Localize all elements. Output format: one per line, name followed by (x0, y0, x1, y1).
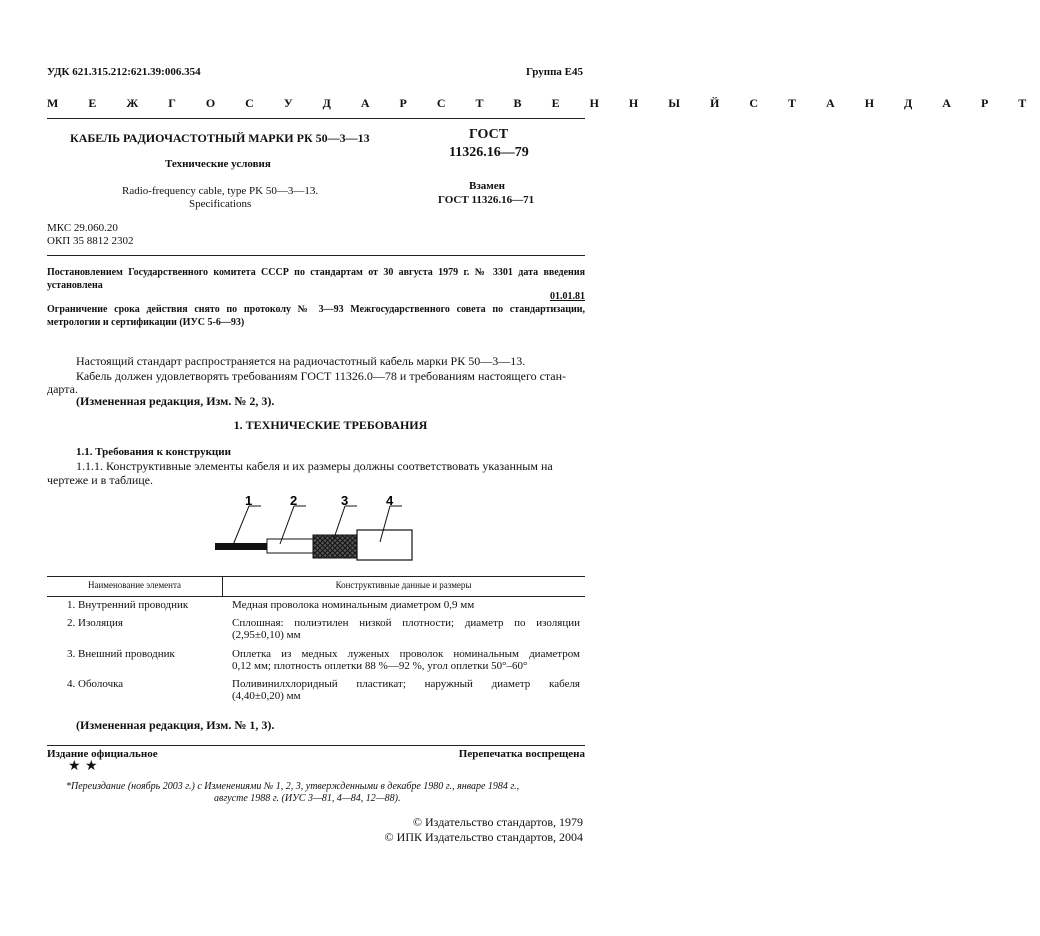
table-header-data: Конструктивные данные и размеры (335, 580, 472, 590)
group-code: Группа Е45 (525, 66, 583, 78)
table-row-1-data: Медная проволока номинальным диаметром 0,9 мм (232, 599, 475, 611)
replaces-gost: ГОСТ 11326.16—71 (438, 194, 535, 206)
copyright-2004: © ИПК Издательство стандартов, 2004 (384, 830, 583, 844)
cable-drawing (205, 493, 420, 563)
table-row-4-data-1: Поливинилхлоридный пластикат; наружный диаметр кабеля (232, 678, 580, 690)
reprint-notice: Перепечатка воспрещена (458, 748, 585, 760)
table-row-2-data-1: Сплошная: полиэтилен низкой плотности; диаметр по изоляции (232, 617, 580, 629)
table-row-3-data-1: Оплетка из медных луженых проволок номинальным диаметром (232, 648, 580, 660)
intro-amendment: (Измененная редакция, Изм. № 2, 3). (76, 394, 275, 408)
gost-label: ГОСТ (469, 127, 509, 142)
subsection-title: 1.1. Требования к конструкции (76, 446, 231, 458)
copyright-1979: © Издательство стандартов, 1979 (412, 815, 583, 829)
insulation (267, 539, 315, 553)
gost-number: 11326.16—79 (449, 145, 529, 160)
table-header-name: Наименование элемента (87, 580, 182, 590)
standard-banner: М Е Ж Г О С У Д А Р С Т В Е Н Н Ы Й С Т А Н Д А Р Т (47, 96, 1040, 110)
udc-code: УДК 621.315.212:621.39:006.354 (47, 66, 201, 78)
codes-divider (47, 255, 585, 256)
jacket (357, 530, 412, 560)
table-row-1-name: 1. Внутренний проводник (67, 599, 189, 611)
intro-paragraph-2: Кабель должен удовлетворять требованиям ГОСТ 11326.0—78 и требованиям настоящего стан- (76, 369, 567, 383)
official-edition: Издание официальное (47, 748, 158, 760)
figure-label-2: 2 (290, 493, 298, 508)
table-row-2-name: 2. Изоляция (67, 617, 123, 629)
outer-conductor (313, 535, 358, 558)
table-row-4-data-2: (4,40±0,20) мм (232, 690, 301, 702)
table-row-3-data-2: 0,12 мм; плотность оплетки 88 %—92 %, угол оплетки 50°–60° (232, 660, 528, 672)
section-paragraph-1: 1.1.1. Конструктивные элементы кабеля и их размеры должны соответствовать указанным на (76, 459, 553, 473)
decree-text: Постановлением Государственного комитета СССР по стандартам от 30 августа 1979 г. № 3301 дата введения установлена (47, 267, 585, 291)
figure-label-3: 3 (341, 493, 349, 508)
mks-code: МКС 29.060.20 (47, 222, 118, 234)
table-row-2-data-2: (2,95±0,10) мм (232, 629, 301, 641)
table-row-3-name: 3. Внешний проводник (67, 648, 175, 660)
decree-date: 01.01.81 (550, 291, 585, 302)
table-row-4-name: 4. Оболочка (67, 678, 124, 690)
intro-paragraph-1: Настоящий стандарт распространяется на радиочастотный кабель марки РК 50—3—13. (76, 354, 526, 368)
table-top-border (47, 576, 585, 577)
reissue-note-1: *Переиздание (ноябрь 2003 г.) с Изменениями № 1, 2, 3, утвержденными в декабре 1980 г., январе 1984 г., (66, 781, 520, 792)
document-subtitle: Технические условия (165, 158, 271, 170)
section-paragraph-2: чертеже и в таблице. (47, 473, 154, 487)
limit-text: Ограничение срока действия снято по протоколу № 3—93 Межгосударственного совета по стандартизации, метрологии и сертификации (ИУС 5-6—93) (47, 304, 585, 328)
table-amendment: (Измененная редакция, Изм. № 1, 3). (76, 718, 275, 732)
section-title: 1. ТЕХНИЧЕСКИЕ ТРЕБОВАНИЯ (233, 418, 428, 432)
replaces-label: Взамен (469, 180, 505, 192)
stars-mark: ★ ★ (68, 758, 98, 774)
reissue-note-2: августе 1988 г. (ИУС 3—81, 4—84, 12—88). (214, 793, 401, 804)
document-title: КАБЕЛЬ РАДИОЧАСТОТНЫЙ МАРКИ РК 50—3—13 (70, 131, 370, 145)
english-title-line1: Radio-frequency cable, type PK 50—3—13. (122, 185, 319, 197)
header-divider (47, 118, 585, 119)
inner-conductor (215, 543, 270, 550)
okp-code: ОКП 35 8812 2302 (47, 235, 134, 247)
intro-paragraph-2-cont: дарта. (47, 382, 78, 396)
figure-label-1: 1 (245, 493, 253, 508)
table-header-bottom (47, 596, 585, 597)
figure-label-4: 4 (386, 493, 394, 508)
footer-divider (47, 745, 585, 746)
english-title-line2: Specifications (189, 198, 252, 210)
